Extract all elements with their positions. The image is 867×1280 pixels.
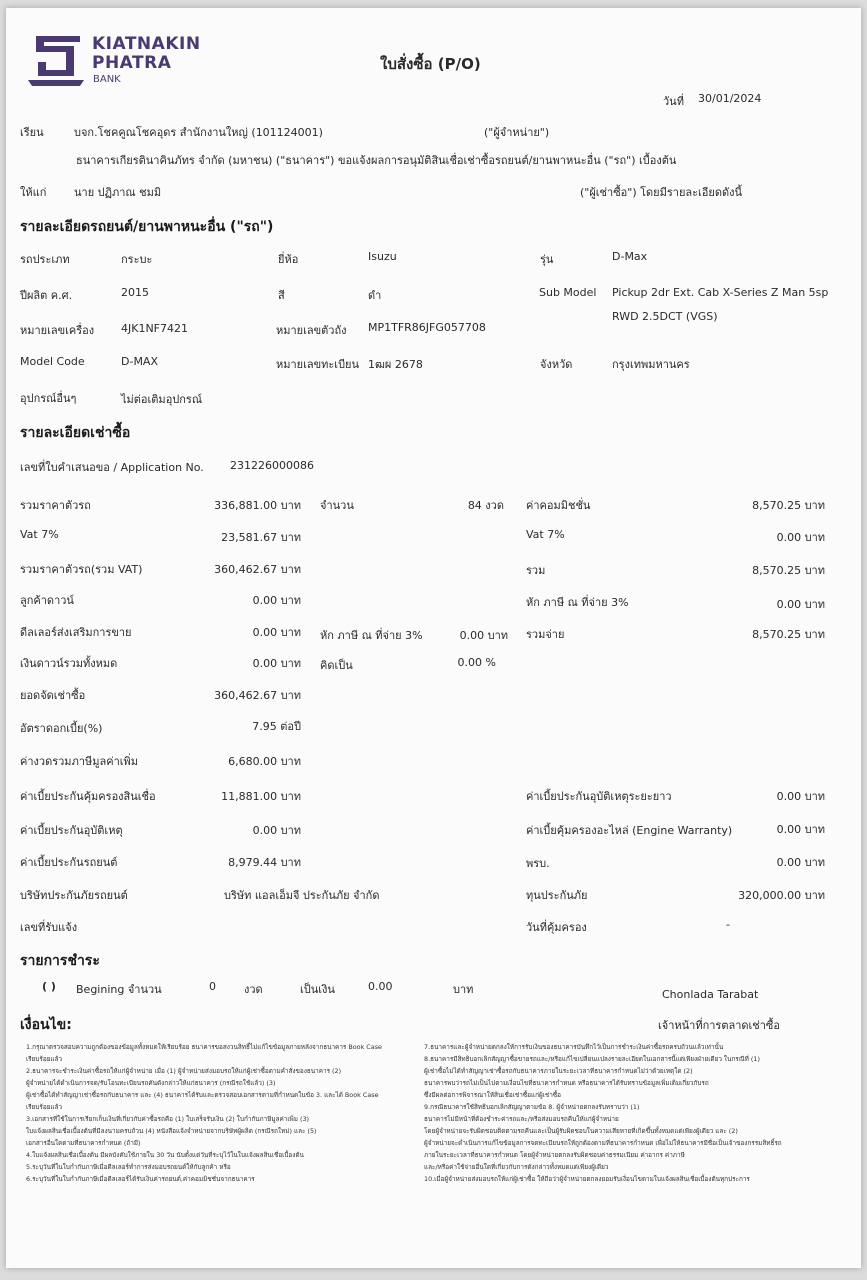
chassis-label: หมายเลขตัวถัง (276, 324, 347, 337)
app-label: เลขที่ใบคำเสนอขอ / Application No. (20, 461, 204, 474)
vat2-value: 0.00 บาท (776, 531, 825, 544)
term-line: 4.ใบแจ้งผลสินเชื่อเบื้องต้น มีผลบังคับใช้ภายใน 30 วัน นับตั้งแต่วันที่ระบุไว้ในใบแจ้งผลสินเชื่อเบื้องต้น (26, 1151, 304, 1159)
term-line: 7.ธนาคารและผู้จำหน่ายตกลงให้การรับเงินของธนาคารบันทึกไว้เป็นการชำระเงินค่าซื้อรถครบถ้วนแล้วเท่านั้น (424, 1043, 724, 1051)
vehicle-heading: รายละเอียดรถยนต์/ยานพาหนะอื่น ("รถ") (20, 219, 274, 235)
date-label: วันที่ (663, 95, 684, 108)
code-value: D-MAX (121, 355, 158, 368)
term-line: เอกสารอื่นใดตามที่ธนาคารกำหนด (ถ้ามี) (26, 1139, 141, 1147)
purchase-order-page (6, 8, 861, 1268)
term-line: ภายในระยะเวลาที่ธนาคารกำหนด โดยผู้จำหน่ายตกลงรับผิดชอบค่าธรรมเนียม ค่าอากร ค่าภาษี (424, 1151, 685, 1159)
paid-label: รวมจ่าย (526, 628, 565, 641)
begin-label: Begining จำนวน (76, 983, 162, 996)
term-line: 10.เมื่อผู้จำหน่ายส่งมอบรถให้แก่ผู้เช่าซื้อ ให้ถือว่าผู้จำหน่ายตกลงยอมรับเงื่อนไขตามใบแจ้งผลสินเชื่อเบื้องต้นทุกประการ (424, 1175, 750, 1183)
type-label: รถประเภท (20, 253, 70, 266)
dealer-role: ("ผู้จำหน่าย") (484, 126, 550, 139)
vat-label: Vat 7% (20, 528, 59, 541)
model-value: D-Max (612, 250, 648, 263)
vat-value: 23,581.67 บาท (221, 531, 301, 544)
term-line: ผู้จำหน่ายจะดำเนินการแก้ไขข้อมูลการจดทะเบียนรถให้ถูกต้องตามที่ธนาคารกำหนด เพื่อไม่ให้ธนาคารมีชื่อเป็นเจ้าของกรรมสิทธิ์รถ (424, 1139, 782, 1147)
comm-label: ค่าคอมมิชชั่น (526, 499, 591, 512)
officer-name: Chonlada Tarabat (662, 988, 759, 1001)
rate-value: 7.95 ต่อปี (252, 720, 301, 733)
date-value: 30/01/2024 (698, 92, 762, 105)
car-ins-label: ค่าเบี้ยประกันรถยนต์ (20, 856, 118, 869)
color-label: สี (278, 289, 285, 302)
terms-heading: เงื่อนไข: (20, 1017, 72, 1033)
insurer-value: บริษัท แอลเอ็มจี ประกันภัย จำกัด (224, 889, 380, 902)
submodel-label: Sub Model (539, 286, 597, 299)
paid-value: 8,570.25 บาท (752, 628, 825, 641)
pa-value: 0.00 บาท (776, 790, 825, 803)
finance-value: 360,462.67 บาท (214, 689, 301, 702)
warranty-value: 0.00 บาท (776, 823, 825, 836)
prb-label: พรบ. (526, 857, 550, 870)
cover-value: - (726, 918, 730, 931)
dealer-label: ดีลเลอร์ส่งเสริมการขาย (20, 626, 132, 639)
term-line: ผู้จำหน่ายได้ดำเนินการจด/รับโอนทะเบียนรถคันดังกล่าวให้แก่ธนาคาร (กรณีรถใช้แล้ว) (3) (26, 1079, 276, 1087)
wht2-label: หัก ภาษี ณ ที่จ่าย 3% (526, 596, 629, 609)
sum-value: 8,570.25 บาท (752, 564, 825, 577)
credit-ins-value: 11,881.00 บาท (221, 790, 301, 803)
engine-label: หมายเลขเครื่อง (20, 324, 95, 337)
sum-label: รวม (526, 564, 546, 577)
logo-line2: PHATRA (92, 53, 172, 73)
year-value: 2015 (121, 286, 149, 299)
province-value: กรุงเทพมหานคร (612, 358, 690, 371)
terms-left (26, 1041, 382, 1185)
color-value: ดำ (368, 289, 382, 302)
logo-line1: KIATNAKIN (92, 34, 201, 54)
sum-ins-value: 320,000.00 บาท (738, 889, 825, 902)
dealer-name: บจก.โชคคูณโชคอุดร สำนักงานใหญ่ (101124001) (74, 126, 323, 139)
model-label: รุ่น (540, 253, 554, 266)
amount-unit: บาท (453, 983, 474, 996)
term-line: โดยผู้จำหน่ายจะรับผิดชอบติดตามรถคืนและเป็นผู้รับผิดชอบในความเสียหายที่เกิดขึ้นทั้งหมดแต่เพียงผู้เดียว และ (2) (424, 1127, 738, 1135)
comm-value: 8,570.25 บาท (752, 499, 825, 512)
year-label: ปีผลิต ค.ศ. (20, 289, 73, 302)
page-title: ใบสั่งซื้อ (P/O) (380, 55, 481, 73)
insurer-label: บริษัทประกันภัยรถยนต์ (20, 889, 128, 902)
term-line: ผู้เช่าซื้อไม่ได้ทำสัญญาเช่าซื้อรถกับธนาคารภายในระยะเวลาที่ธนาคารกำหนดไม่ว่าด้วยเหตุใด (2) (424, 1067, 693, 1075)
credit-ins-label: ค่าเบี้ยประกันคุ้มครองสินเชื่อ (20, 790, 156, 803)
pct-value: 0.00 % (457, 656, 496, 669)
begin-value: 0 (209, 980, 216, 993)
submodel-value-2: RWD 2.5DCT (VGS) (612, 310, 718, 323)
reg-label: หมายเลขทะเบียน (276, 358, 360, 371)
pct-label: คิดเป็น (320, 659, 353, 672)
acc-ins-value: 0.00 บาท (252, 824, 301, 837)
car-total-value: 336,881.00 บาท (214, 499, 301, 512)
cover-label: วันที่คุ้มครอง (526, 921, 587, 934)
type-value: กระบะ (121, 253, 153, 266)
term-line: ผู้เช่าซื้อได้ทำสัญญาเช่าซื้อรถกับธนาคาร และ (4) ธนาคารได้รับและตรวจสอบเอกสารตามที่กำหนดในข้อ 3. และได้ Book Case (26, 1091, 379, 1099)
term-line: ธนาคารพบว่ารถไม่เป็นไปตามเงื่อนไขที่ธนาคารกำหนด หรือธนาคารได้รับทราบข้อมูลเพิ่มเติมเกี่ยวกับรถ (424, 1079, 709, 1087)
inst-value: 84 งวด (467, 499, 504, 512)
term-line: เรียบร้อยแล้ว (26, 1103, 63, 1111)
customer-role: ("ผู้เช่าซื้อ") โดยมีรายละเอียดดังนี้ (580, 186, 743, 199)
car-vat-label: รวมราคาตัวรถ(รวม VAT) (20, 563, 143, 576)
submodel-value-1: Pickup 2dr Ext. Cab X-Series Z Man 5sp (612, 286, 829, 299)
accessory-value: ไม่ต่อเติมอุปกรณ์ (121, 393, 203, 406)
car-total-label: รวมราคาตัวรถ (20, 499, 91, 512)
brand-label: ยี่ห้อ (278, 253, 299, 266)
intro-text: ธนาคารเกียรตินาคินภัทร จำกัด (มหาชน) ("ธนาคาร") ขอแจ้งผลการอนุมัติสินเชื่อเช่าซื้อรถยนต์/ยานพาหนะอื่น ("รถ") เบื้องต้น (76, 154, 677, 167)
payment-checkbox[interactable]: ( ) (42, 980, 56, 993)
sum-ins-label: ทุนประกันภัย (526, 889, 588, 902)
term-line: 1.กรุณาตรวจสอบความถูกต้องของข้อมูลทั้งหมดให้เรียบร้อย ธนาคารขอสงวนสิทธิ์ไม่แก้ไขข้อมูลภายหลังจากธนาคาร Book Case (26, 1043, 382, 1051)
term-line: และ/หรือค่าใช้จ่ายอื่นใดที่เกี่ยวกับการดังกล่าวทั้งหมดแต่เพียงผู้เดียว (424, 1163, 609, 1171)
begin-unit: งวด (244, 983, 263, 996)
car-vat-value: 360,462.67 บาท (214, 563, 301, 576)
kiatnakin-logo-icon (26, 32, 86, 88)
province-label: จังหวัด (540, 358, 573, 371)
payment-heading: รายการชำระ (20, 953, 100, 969)
engine-value: 4JK1NF7421 (121, 322, 189, 335)
customer-name: นาย ปฏิภาณ ชมมิ (74, 186, 162, 199)
officer-title: เจ้าหน้าที่การตลาดเช่าซื้อ (658, 1019, 781, 1032)
finance-label: ยอดจัดเช่าซื้อ (20, 689, 86, 702)
fee-label: ค่างวดรวมภาษีมูลค่าเพิ่ม (20, 755, 139, 768)
inst-label: จำนวน (320, 499, 354, 512)
brand-value: Isuzu (368, 250, 397, 263)
lease-heading: รายละเอียดเช่าซื้อ (20, 425, 131, 441)
down-cust-label: ลูกค้าดาวน์ (20, 594, 74, 607)
down-total-label: เงินดาวน์รวมทั้งหมด (20, 657, 118, 670)
wht-value: 0.00 บาท (459, 629, 508, 642)
term-line: เรียบร้อยแล้ว (26, 1055, 63, 1063)
term-line: 6.ระบุวันที่ในใบกำกับภาษีเมื่อดีลเลอร์ได้รับเงินค่ารถยนต์,ค่าคอมมิชชั่นจากธนาคาร (26, 1175, 255, 1183)
acc-ins-label: ค่าเบี้ยประกันอุบัติเหตุ (20, 824, 123, 837)
amount-value: 0.00 (368, 980, 393, 993)
code-label: Model Code (20, 355, 85, 368)
term-line: ธนาคารไม่มีหน้าที่ต้องชำระค่ารถและ/หรือส่งมอบรถคืนให้แก่ผู้จำหน่าย (424, 1115, 619, 1123)
fee-value: 6,680.00 บาท (228, 755, 301, 768)
dealer-value: 0.00 บาท (252, 626, 301, 639)
pa-label: ค่าเบี้ยประกันอุบัติเหตุระยะยาว (526, 790, 672, 803)
term-line: 2.ธนาคารจะชำระเงินค่าซื้อรถให้แก่ผู้จำหน่าย เมื่อ (1) ผู้จำหน่ายส่งมอบรถให้แก่ผู้เช่าซื้อตามคำสั่งของธนาคาร (2) (26, 1067, 342, 1075)
wht2-value: 0.00 บาท (776, 598, 825, 611)
give-label: ให้แก่ (20, 186, 47, 199)
term-line: ใบแจ้งผลสินเชื่อเบื้องต้นที่มีลงนามครบถ้วน (4) หนังสือแจ้งจำหน่ายจากบริษัทผู้ผลิต (กรณีรถใหม่) และ (5) (26, 1127, 317, 1135)
terms-right (424, 1041, 782, 1185)
warranty-label: ค่าเบี้ยคุ้มครองอะไหล่ (Engine Warranty) (526, 824, 733, 837)
down-total-value: 0.00 บาท (252, 657, 301, 670)
wht-label: หัก ภาษี ณ ที่จ่าย 3% (320, 629, 423, 642)
accessory-label: อุปกรณ์อื่นๆ (20, 392, 77, 405)
notify-label: เลขที่รับแจ้ง (20, 921, 78, 934)
term-line: ซึ่งมีผลต่อการพิจารณาให้สินเชื่อเช่าซื้อแก่ผู้เช่าซื้อ (424, 1091, 561, 1099)
chassis-value: MP1TFR86JFG057708 (368, 321, 486, 334)
down-cust-value: 0.00 บาท (252, 594, 301, 607)
prb-value: 0.00 บาท (776, 856, 825, 869)
term-line: 9.กรณีธนาคารใช้สิทธิบอกเลิกสัญญาตามข้อ 8. ผู้จำหน่ายตกลงรับทราบว่า (1) (424, 1103, 640, 1111)
rate-label: อัตราดอกเบี้ย(%) (20, 722, 103, 735)
car-ins-value: 8,979.44 บาท (228, 856, 301, 869)
term-line: 3.เอกสารที่ใช้ในการเรียกเก็บเงินที่เกี่ยวกับค่าซื้อรถคือ (1) ใบเสร็จรับเงิน (2) ใบกำกับภาษีมูลค่าเพิ่ม (3) (26, 1115, 310, 1123)
amount-label: เป็นเงิน (300, 983, 335, 996)
term-line: 5.ระบุวันที่ในใบกำกับภาษีเมื่อดีลเลอร์ทำการส่งมอบรถยนต์ให้กับลูกค้า หรือ (26, 1163, 231, 1171)
term-line: 8.ธนาคารมีสิทธิบอกเลิกสัญญาซื้อขายรถและ/หรือแก้ไขเปลี่ยนแปลงรายละเอียดในเอกสารนี้แต่เพียงฝ่ายเดียว ในกรณีที่ (1) (424, 1055, 760, 1063)
app-value: 231226000086 (230, 459, 314, 472)
to-label: เรียน (20, 126, 44, 139)
logo-line3: BANK (93, 74, 121, 85)
reg-value: 1ฒผ 2678 (368, 358, 423, 371)
vat2-label: Vat 7% (526, 528, 565, 541)
